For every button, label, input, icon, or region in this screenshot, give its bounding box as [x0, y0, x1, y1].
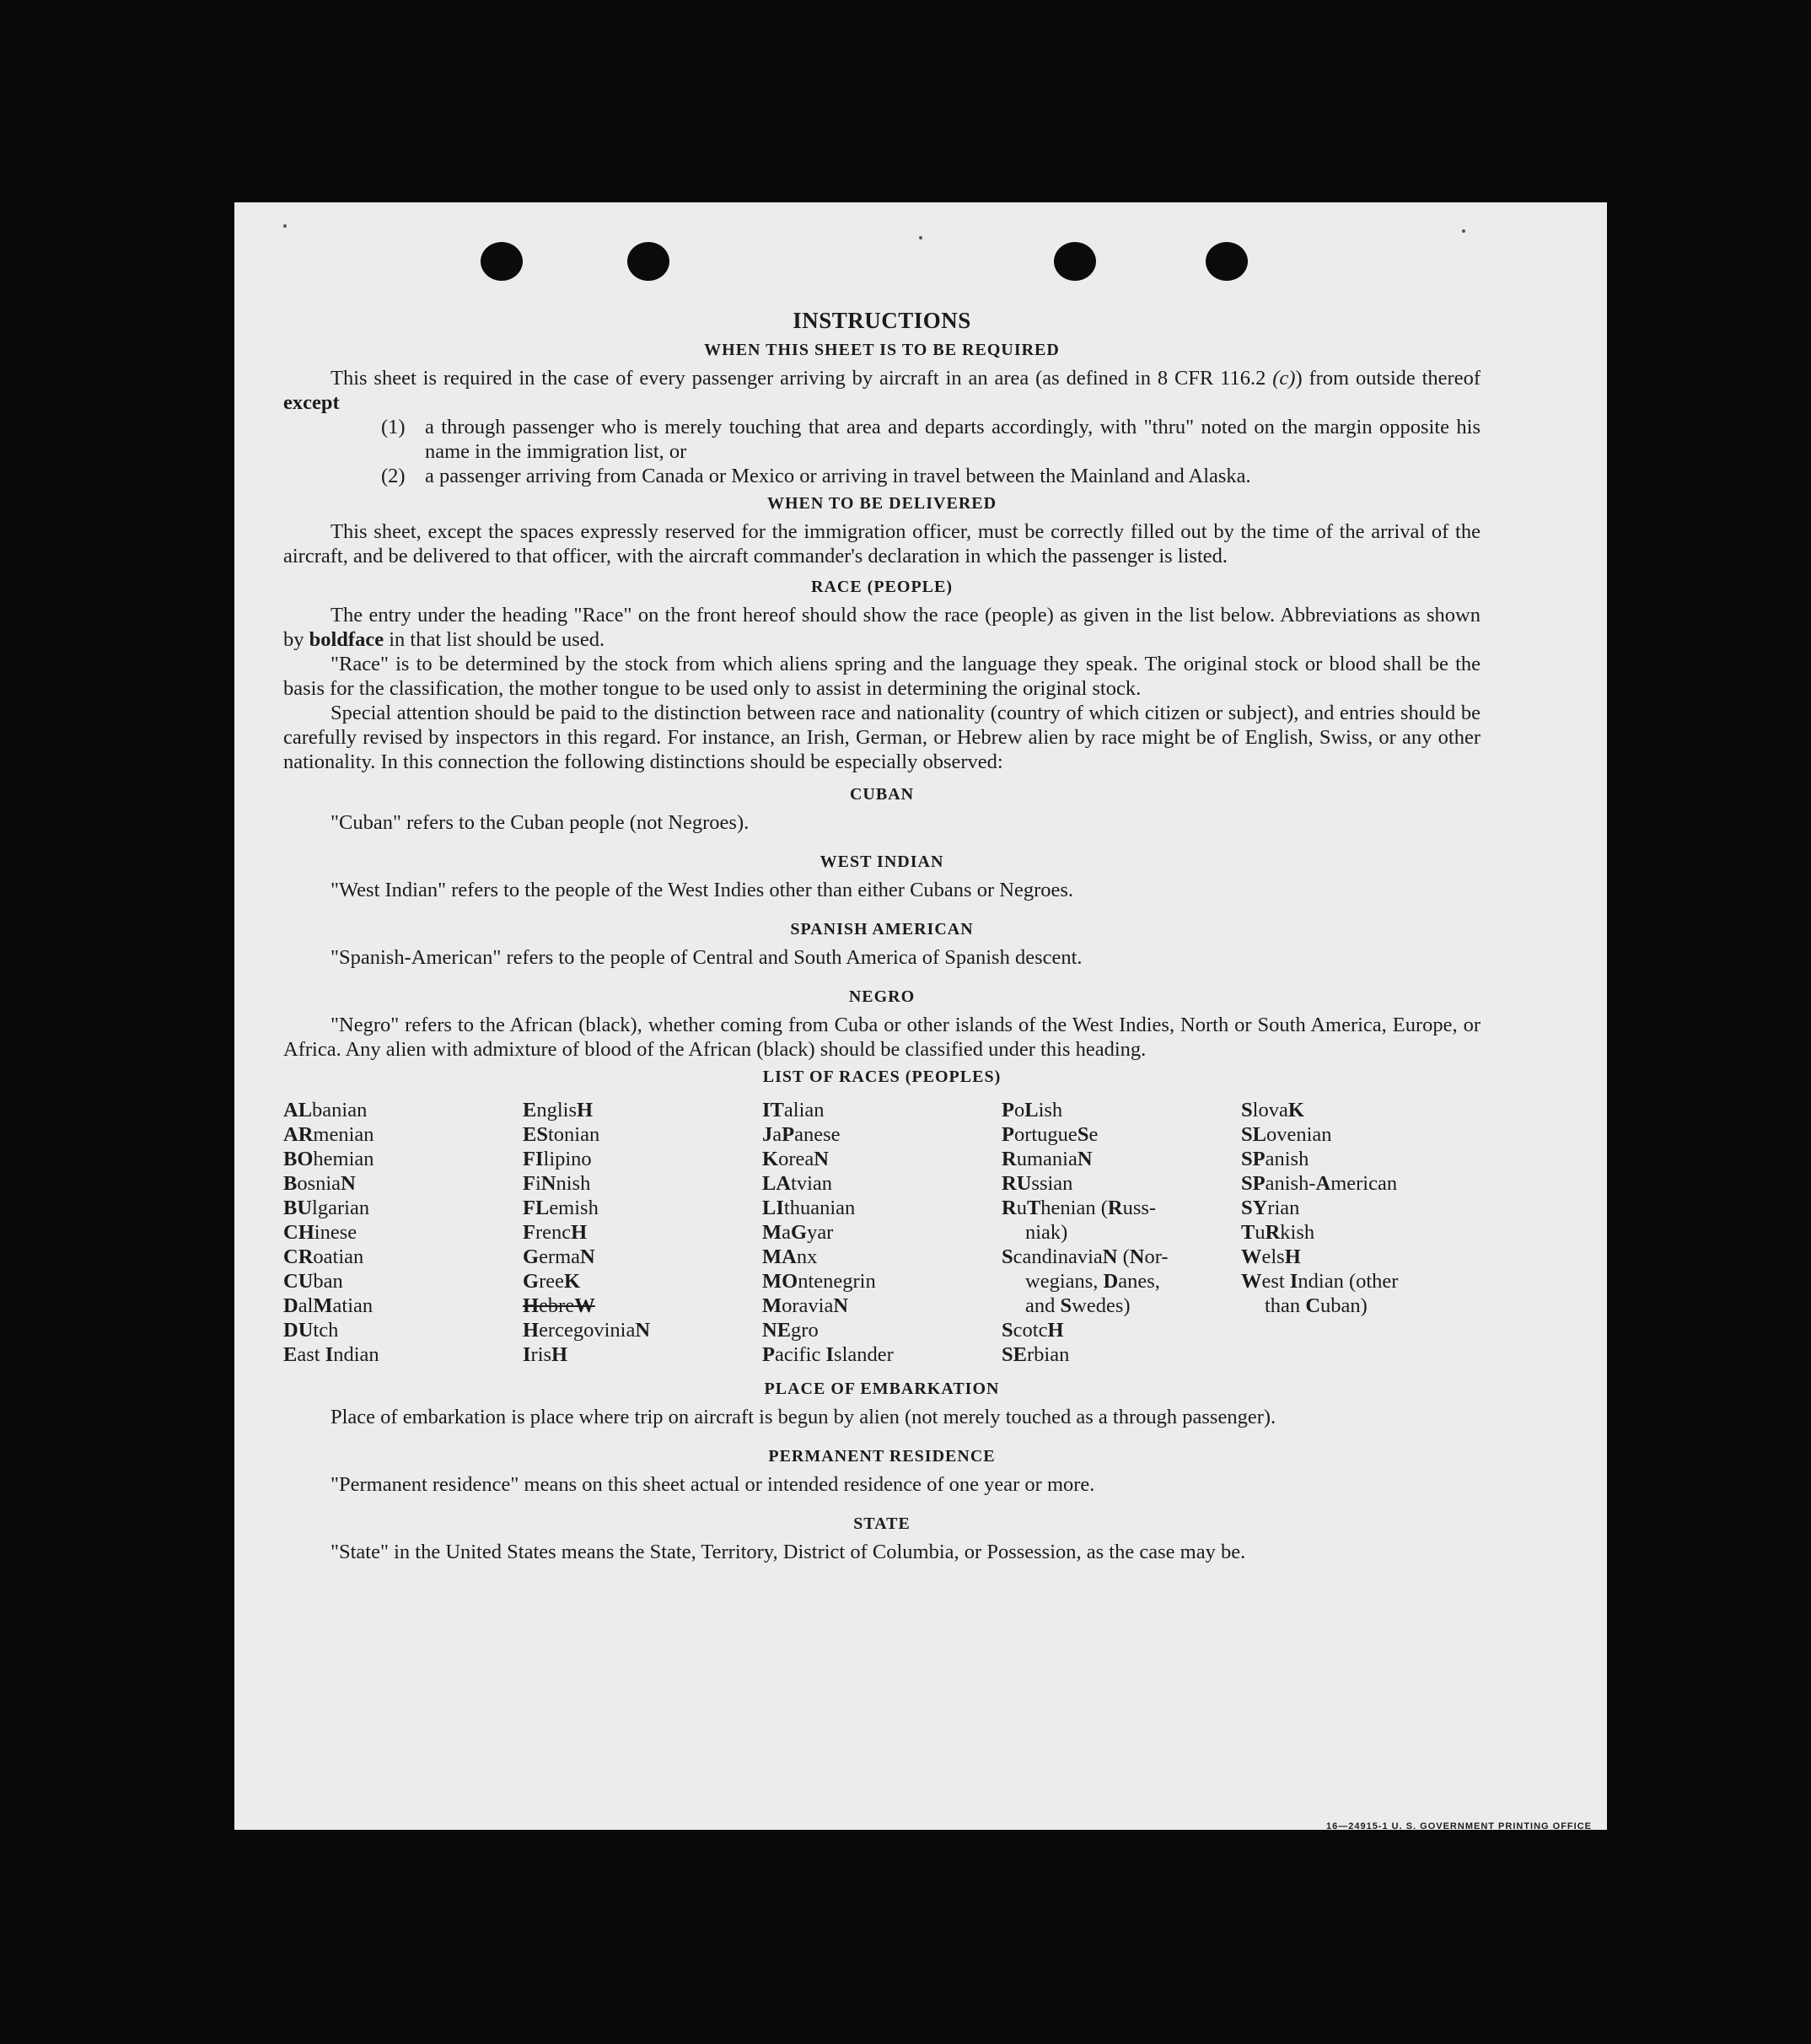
- race-entry: EStonian: [523, 1123, 600, 1146]
- race-entry: PortugueSe: [1002, 1123, 1099, 1146]
- section-heading: RACE (PEOPLE): [811, 578, 953, 596]
- residence-paragraph: "Permanent residence" means on this sheet actual or intended residence of one year or more.: [330, 1473, 1095, 1496]
- race-entry: SPanish-American: [1241, 1172, 1398, 1195]
- race-paragraph: Special attention should be paid to the distinction between race and nationality (country of which citizen or subject), and entries should be carefully revised by inspectors in this regard. For instance, an Irish, German, or Hebrew alien by race might be of English, Swiss, or any other nationality. In this connection the following distinctions should be especially observed:: [283, 702, 1481, 773]
- race-entry-struck: HebreW: [523, 1294, 595, 1317]
- race-entry: ITalian: [762, 1099, 825, 1122]
- section-heading: STATE: [853, 1514, 911, 1533]
- race-entry: West Indian (other: [1241, 1270, 1399, 1293]
- exception-item: (1) a through passenger who is merely touching that area and departs accordingly, with "thru" noted on the margin opposite his name in the immigration list, or: [381, 416, 1481, 463]
- race-entry: RuThenian (Russ-: [1002, 1197, 1157, 1219]
- punch-hole: [627, 242, 669, 281]
- spanish-american-paragraph: "Spanish-American" refers to the people of Central and South America of Spanish descent.: [330, 946, 1083, 969]
- race-entry: MAnx: [762, 1245, 818, 1268]
- race-entry: GermaN: [523, 1245, 595, 1268]
- race-entry: SPanish: [1241, 1148, 1309, 1170]
- section-heading: NEGRO: [848, 987, 916, 1006]
- race-entry: DalMatian: [283, 1294, 373, 1317]
- exception-item: (2) a passenger arriving from Canada or Mexico or arriving in travel between the Mainland and Alaska.: [381, 465, 1251, 487]
- west-indian-paragraph: "West Indian" refers to the people of the West Indies other than either Cubans or Negroes.: [330, 879, 1074, 901]
- race-entry: FIlipino: [523, 1148, 592, 1170]
- race-entry: niak): [1025, 1221, 1068, 1244]
- punch-hole: [481, 242, 523, 281]
- race-entry: Pacific Islander: [762, 1343, 894, 1366]
- race-entry: SLovenian: [1241, 1123, 1332, 1146]
- race-list: [283, 1098, 1481, 1367]
- cuban-paragraph: "Cuban" refers to the Cuban people (not Negroes).: [330, 811, 750, 834]
- race-entry: MoraviaN: [762, 1294, 849, 1317]
- race-entry: EnglisH: [523, 1099, 594, 1122]
- race-entry: ALbanian: [283, 1099, 368, 1122]
- race-entry: FLemish: [523, 1197, 599, 1219]
- race-entry: FiNnish: [523, 1172, 591, 1195]
- race-entry: CUban: [283, 1270, 343, 1293]
- section-heading: WEST INDIAN: [820, 853, 944, 871]
- punch-hole: [1054, 242, 1096, 281]
- race-entry: NEgro: [762, 1319, 819, 1342]
- race-column: [523, 1098, 762, 1367]
- race-entry: HercegoviniaN: [523, 1319, 651, 1342]
- race-entry: ARmenian: [283, 1123, 374, 1146]
- race-entry: SYrian: [1241, 1197, 1300, 1219]
- race-entry: and Swedes): [1025, 1294, 1131, 1317]
- race-entry: BUlgarian: [283, 1197, 370, 1219]
- delivery-paragraph: This sheet, except the spaces expressly reserved for the immigration officer, must be correctly filled out by the time of the arrival of the aircraft, and be delivered to that officer, with the aircraft commander's declaration in which the passenger is listed.: [283, 520, 1481, 567]
- punch-hole: [1206, 242, 1248, 281]
- requirement-paragraph: This sheet is required in the case of every passenger arriving by aircraft in an area (as defined in 8 CFR 116.2 (c)) from outside thereof except: [283, 367, 1481, 414]
- race-entry: BOhemian: [283, 1148, 374, 1170]
- race-column: [1241, 1098, 1481, 1367]
- race-entry: ScotcH: [1002, 1319, 1064, 1342]
- embarkation-paragraph: Place of embarkation is place where trip on aircraft is begun by alien (not merely touched as a through passenger).: [330, 1406, 1276, 1428]
- state-paragraph: "State" in the United States means the State, Territory, District of Columbia, or Possession, as the case may be.: [330, 1541, 1246, 1563]
- race-entry: LAtvian: [762, 1172, 833, 1195]
- race-entry: TuRkish: [1241, 1221, 1315, 1244]
- race-paragraph: The entry under the heading "Race" on the front hereof should show the race (people) as given in the list below. Abbreviations as shown by boldface in that list should be used.: [283, 604, 1481, 651]
- race-column: [762, 1098, 1002, 1367]
- negro-paragraph: "Negro" refers to the African (black), whether coming from Cuba or other islands of the West Indies, North or South America, Europe, or Africa. Any alien with admixture of blood of the African (black) should be classified under this heading.: [283, 1014, 1481, 1061]
- race-entry: MOntenegrin: [762, 1270, 876, 1293]
- section-heading: WHEN THIS SHEET IS TO BE REQUIRED: [704, 341, 1060, 359]
- race-entry: JaPanese: [762, 1123, 841, 1146]
- section-heading: WHEN TO BE DELIVERED: [766, 494, 997, 513]
- race-entry: IrisH: [523, 1343, 568, 1366]
- section-heading: PERMANENT RESIDENCE: [768, 1447, 996, 1466]
- section-heading: PLACE OF EMBARKATION: [764, 1380, 1000, 1398]
- race-entry: PoLish: [1002, 1099, 1063, 1122]
- section-heading: LIST OF RACES (PEOPLES): [762, 1068, 1002, 1086]
- race-entry: wegians, Danes,: [1025, 1270, 1160, 1293]
- race-entry: DUtch: [283, 1319, 339, 1342]
- instructions-body: [283, 305, 1481, 1564]
- race-entry: CHinese: [283, 1221, 357, 1244]
- race-column: [283, 1098, 523, 1367]
- section-heading: CUBAN: [849, 785, 915, 804]
- section-heading: SPANISH AMERICAN: [790, 920, 974, 939]
- race-entry: than Cuban): [1265, 1294, 1368, 1317]
- race-paragraph: "Race" is to be determined by the stock from which aliens spring and the language they speak. The original stock or blood shall be the basis for the classification, the mother tongue to be used only to assist in determining the original stock.: [283, 653, 1481, 700]
- race-entry: MaGyar: [762, 1221, 834, 1244]
- race-entry: FrencH: [523, 1221, 588, 1244]
- race-entry: East Indian: [283, 1343, 379, 1366]
- race-entry: BosniaN: [283, 1172, 356, 1195]
- race-entry: CRoatian: [283, 1245, 364, 1268]
- race-entry: GreeK: [523, 1270, 581, 1293]
- race-entry: RUssian: [1002, 1172, 1073, 1195]
- printing-office-footer: 16—24915-1 U. S. GOVERNMENT PRINTING OFFICE: [1325, 1821, 1592, 1832]
- race-column: [1002, 1098, 1241, 1367]
- race-entry: SlovaK: [1241, 1099, 1304, 1122]
- race-entry: LIthuanian: [762, 1197, 856, 1219]
- race-entry: KoreaN: [762, 1148, 829, 1170]
- race-entry: WelsH: [1241, 1245, 1301, 1268]
- race-entry: ScandinaviaN (Nor-: [1002, 1245, 1169, 1268]
- race-entry: SErbian: [1002, 1343, 1070, 1366]
- page-title: INSTRUCTIONS: [793, 308, 971, 333]
- race-entry: RumaniaN: [1002, 1148, 1093, 1170]
